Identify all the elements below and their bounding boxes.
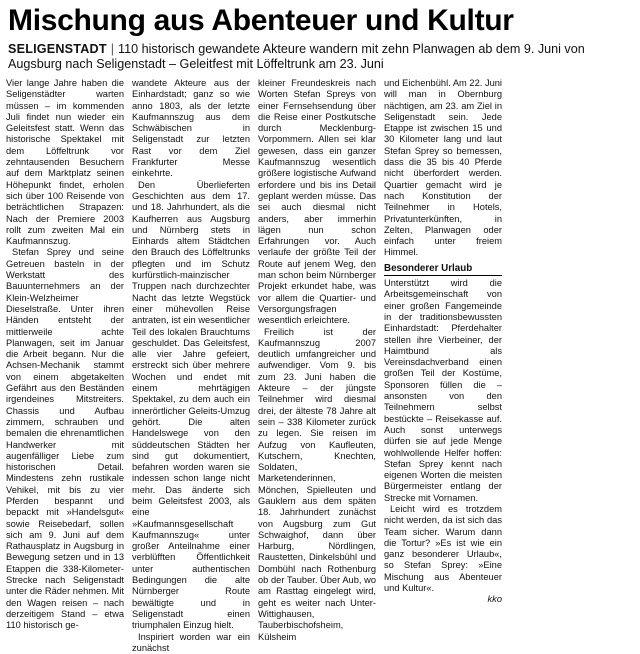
author-initials: kko xyxy=(487,594,502,605)
body-paragraph: Leicht wird es trotzdem nicht werden, da ist sich das Team sicher. Warum dann die Tortur? »Es ist wie ein ganz besonderer Urlaub«, so Stefan Sprey: »Eine Mischung aus Abenteuer und Kultur«. xyxy=(384,503,502,594)
dateline-separator: | xyxy=(110,42,115,56)
article-column-2 xyxy=(132,78,250,653)
body-paragraph: Den Überlieferten Geschichten aus dem 17. und 18. Jahrhundert, als die Kaufherren aus Augsburg und Nürnberg stets in Einhards altem Städtchen den Brauch des Löffeltrunks pflegten und im Schutz kurfürstlich-mainzischer Truppen nach durchzechter Nacht das letzte Wegstück einer mühevollen Reise antraten, ist ein wesentlicher Teil des lokalen Brauchtums geschuldet. Das Geleitsfest, alle vier Jahre gefeiert, erstreckt sich über mehrere Wochen und endet mit einem mehrtägigen Spektakel, zu dem auch ein innerörtlicher Geleits-Umzug gehört. Die alten Handelswege von den süddeutschen Städten her sind gut dokumentiert, befahren worden waren sie indessen schon lange nicht mehr. Das änderte sich beim Geleitsfest 2003, als eine »Kaufmannsgesellschaft Kaufmannszug« unter großer Anteilnahme einer verblüfften Öffentlichkeit unter authentischen Bedingungen die alte Nürnberger Route bewältigte und in Seligenstadt einen triumphalen Einzug hielt. xyxy=(132,179,250,631)
body-paragraph: kleiner Freundeskreis nach Worten Stefan Spreys von einer Fernsehsendung über die Reise einer Postkutsche durch Mecklenburg-Vorpommern. Allen sei klar gewesen, dass ein ganzer Kaufmannszug wesentlich größere logistische Aufwand erfordere und bis ins Detail geplant werden müsse. Das sei auch diesmal nicht anders, aber immerhin lägen nun schon Erfahrungen vor. Auch verlaufe der größte Teil der Route auf jenem Weg, den man schon beim Nürnberger Projekt erkundet habe, was vor allem die Quartier- und Versorgungsfragen wesentlich erleichtere. xyxy=(258,78,376,326)
lead-text: 110 historisch gewandete Akteure wandern mit zehn Planwagen ab dem 9. Juni von Augsburg nach Seligenstadt – Geleitfest mit Löffeltrunk am 23. Juni xyxy=(8,42,585,71)
body-paragraph: Stefan Sprey und seine Getreuen basteln in der Werkstatt des Bauunternehmers an der Klein-Welzheimer Dieselstraße. Unter ihren Händen entsteht der mittlerweile achte Planwagen, seit im Januar die Arbeit begann. Nur die Achsen-Mechanik stammt von einem abgetakelten Gefährt aus den Beständen irgendeines Mitstreiters. Chassis und Aufbau zimmern, schrauben und bemalen die ehrenamtlichen Handwerker mit augenfälliger Liebe zum historischen Detail. Mindestens zehn rustikale Vehikel, mit bis zu vier Pferden bespannt und bepackt mit »Handelsgut« sowie Reisebedarf, sollen sich am 9. Juni auf dem Rathausplatz in Augsburg in Bewegung setzen und in 13 Etappen die 338-Kilometer-Strecke nach Seligenstadt unter die Räder nehmen. Mit den Wagen reisen – nach derzeitigem Stand – etwa 110 historisch ge- xyxy=(6,247,124,631)
body-paragraph: Freilich ist der Kaufmannszug 2007 deutlich umfangreicher und aufwendiger. Vom 9. bis zum 23. Juni haben die Akteure – der jüngste Teilnehmer wird diesmal drei, der älteste 78 Jahre alt sein – 338 Kilometer zurück zu legen. Sie reisen im Aufzug von Kaufleuten, Kutschern, Knechten, Soldaten, Marketenderinnen, Mönchen, Spielleuten und Gauklern aus dem späten 18. Jahrhundert zunächst von Augsburg zum Gut Schwaighof, dann über Harburg, Nördlingen, Raustetten, Dinkelsbühl und Dombühl nach Rothenburg ob der Tauber. Über Aub, wo am Rasttag eingelegt wird, geht es weiter nach Unter-Wittighausen, Tauberbischofsheim, Külsheim xyxy=(258,326,376,642)
body-paragraph: Unterstützt wird die Arbeitsgemeinschaft von einer großen Fangemeinde in der traditionsbewussten Einhardstadt: Pferdehalter stellen ihre Vierbeiner, der Haimtbund als Vereinsdachverband einen großen Teil der Kostüme, Sponsoren füllen die – ansonsten von den Teilnehmern selbst bestückte – Reisekasse auf. Auch sonst unterwegs dürfen sie auf jede Menge wohlwollende Helfer hoffen: Stefan Sprey kennt nach eigenen Worten die meisten Bürgermeister entlang der Strecke mit Vornamen. xyxy=(384,278,502,503)
body-paragraph: Vier lange Jahre haben die Seligenstädter warten müssen – im kommenden Juli findet nun wieder ein Geleitsfest statt. Wenn das historische Spektakel mit dem Löffeltrunk vor zehntausenden Besuchern auf dem Marktplatz seinen Höhepunkt findet, erholen sich über 100 Reisende von beträchtlichen Strapazen: Nach der Premiere 2003 rollt zum zweiten Mal ein Kaufmannszug. xyxy=(6,78,124,247)
article-column-1 xyxy=(6,78,124,631)
lead-paragraph xyxy=(8,42,634,72)
section-subheading: Besonderer Urlaub xyxy=(384,263,502,276)
body-paragraph: Inspiriert worden war ein zunächst xyxy=(132,631,250,653)
article-column-3 xyxy=(258,78,376,642)
article-columns xyxy=(6,78,634,653)
body-paragraph: wandete Akteure aus der Einhardstadt; ganz so wie anno 1803, als der letzte Kaufmannszug aus dem Schwäbischen in Seligenstadt zur letzten Rast vor dem Ziel Frankfurter Messe einkehrte. xyxy=(132,78,250,179)
headline: Mischung aus Abenteuer und Kultur xyxy=(8,4,514,37)
body-paragraph: und Eichenbühl. Am 22. Juni will man in Obernburg nächtigen, am 23. am Ziel in Seligenstadt sein. Jede Etappe ist zwischen 15 und 30 Kilometer lang und laut Stefan Sprey so bemessen, dass die 35 bis 40 Pferde nicht überfordert werden. Quartier gemacht wird je nach Konstitution der Teilnehmer in Hotels, Privatunterkünften, in Zelten, Planwagen oder einfach unter freiem Himmel. xyxy=(384,78,502,258)
article-column-4 xyxy=(384,78,502,605)
dateline-place: SELIGENSTADT xyxy=(8,42,107,56)
